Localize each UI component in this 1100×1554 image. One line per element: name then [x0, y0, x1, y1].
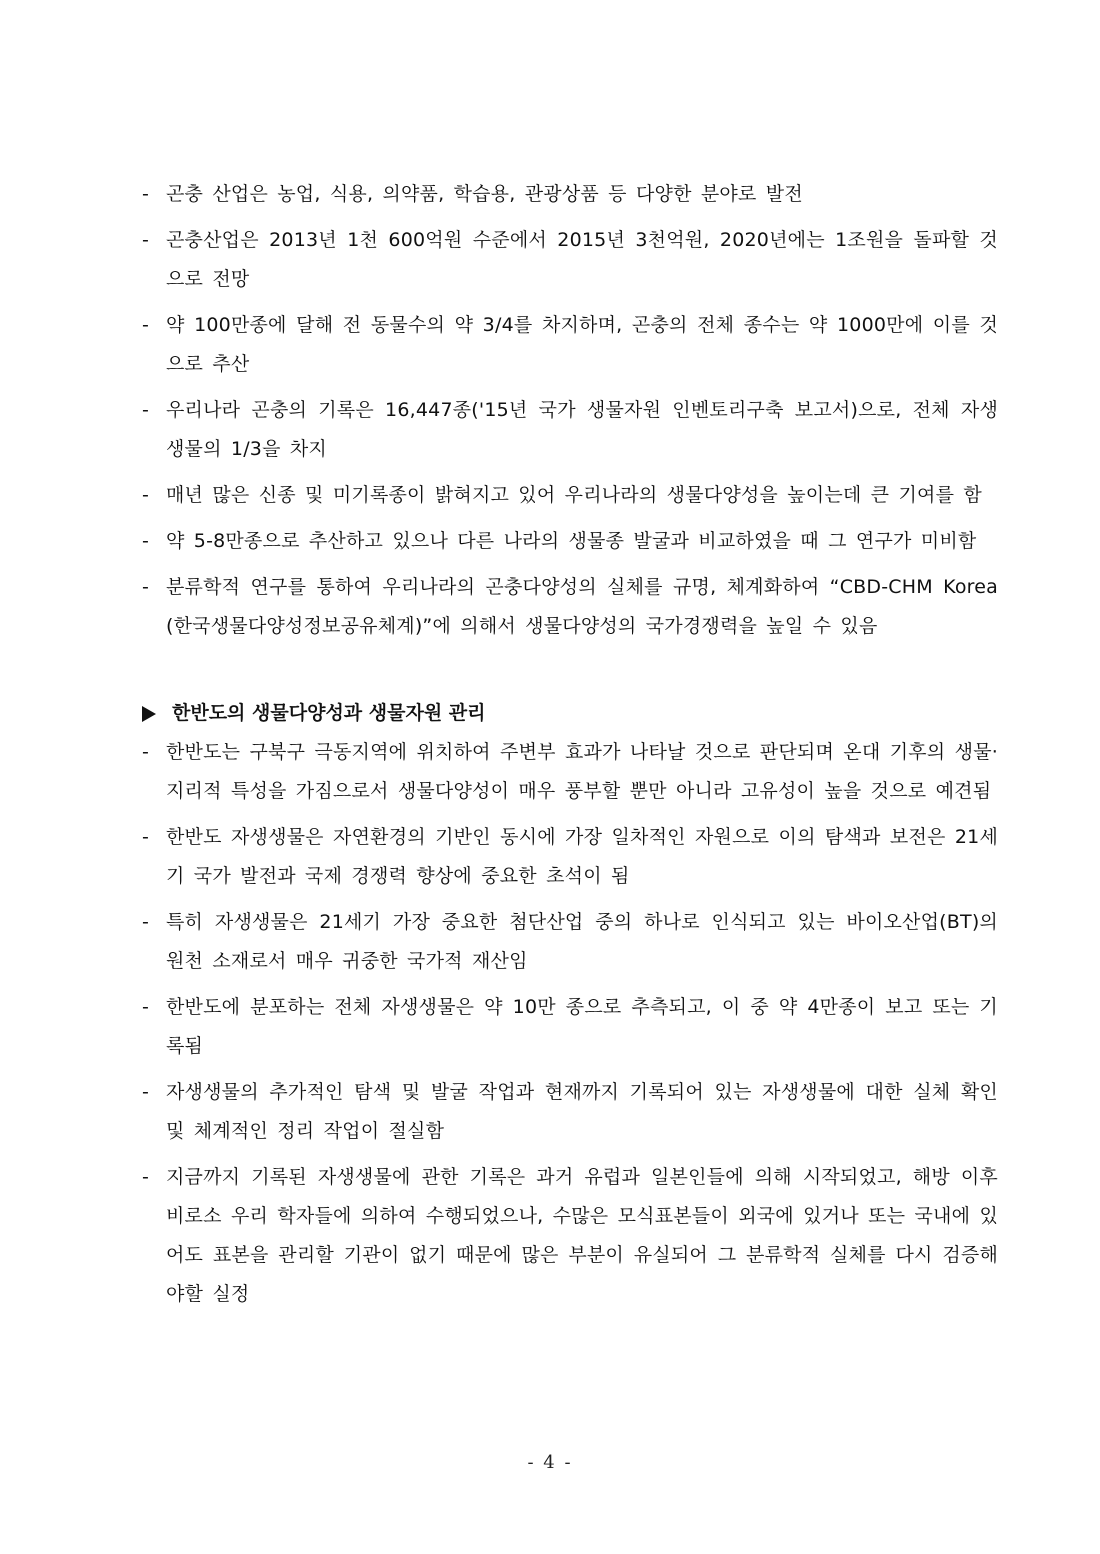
list-item: - 자생생물의 추가적인 탐색 및 발굴 작업과 현재까지 기록되어 있는 자생생물에 대한 실체 확인 및 체계적인 정리 작업이 절실함 [140, 1073, 998, 1151]
list-item: - 곤충산업은 2013년 1천 600억원 수준에서 2015년 3천억원, 2020년에는 1조원을 돌파할 것으로 전망 [140, 221, 998, 299]
list-item: - 매년 많은 신종 및 미기록종이 밝혀지고 있어 우리나라의 생물다양성을 높이는데 큰 기여를 함 [140, 476, 998, 515]
insect-industry-bullet-list [140, 175, 998, 646]
list-item: - 우리나라 곤충의 기록은 16,447종('15년 국가 생물자원 인벤토리구축 보고서)으로, 전체 자생생물의 1/3을 차지 [140, 391, 998, 469]
section-heading [140, 694, 998, 733]
list-item: - 분류학적 연구를 통하여 우리나라의 곤충다양성의 실체를 규명, 체계화하여 “CBD-CHM Korea (한국생물다양성정보공유체계)”에 의해서 생물다양성의 국가경쟁력을 높일 수 있음 [140, 568, 998, 646]
triangle-bullet-icon [142, 706, 156, 722]
section-heading-text: 한반도의 생물다양성과 생물자원 관리 [172, 702, 486, 724]
list-item: - 특히 자생생물은 21세기 가장 중요한 첨단산업 중의 하나로 인식되고 있는 바이오산업(BT)의 원천 소재로서 매우 귀중한 국가적 재산임 [140, 903, 998, 981]
list-item: - 지금까지 기록된 자생생물에 관한 기록은 과거 유럽과 일본인들에 의해 시작되었고, 해방 이후 비로소 우리 학자들에 의하여 수행되었으나, 수많은 모식표본들이 외국에 있거나 또는 국내에 있어도 표본을 관리할 기관이 없기 때문에 많은 부분이 유실되어 그 분류학적 실체를 다시 검증해야할 실정 [140, 1158, 998, 1314]
list-item: - 약 100만종에 달해 전 동물수의 약 3/4를 차지하며, 곤충의 전체 종수는 약 1000만에 이를 것으로 추산 [140, 306, 998, 384]
list-item: - 곤충 산업은 농업, 식용, 의약품, 학습용, 관광상품 등 다양한 분야로 발전 [140, 175, 998, 214]
biodiversity-bullet-list [140, 733, 998, 1314]
page-content [140, 175, 998, 1321]
list-item: - 한반도에 분포하는 전체 자생생물은 약 10만 종으로 추측되고, 이 중 약 4만종이 보고 또는 기록됨 [140, 988, 998, 1066]
list-item: - 한반도 자생생물은 자연환경의 기반인 동시에 가장 일차적인 자원으로 이의 탐색과 보전은 21세기 국가 발전과 국제 경쟁력 향상에 중요한 초석이 됨 [140, 818, 998, 896]
list-item: - 약 5-8만종으로 추산하고 있으나 다른 나라의 생물종 발굴과 비교하였을 때 그 연구가 미비함 [140, 522, 998, 561]
page-number: - 4 - [527, 1452, 573, 1473]
list-item: - 한반도는 구북구 극동지역에 위치하여 주변부 효과가 나타날 것으로 판단되며 온대 기후의 생물·지리적 특성을 가짐으로서 생물다양성이 매우 풍부할 뿐만 아니라 고유성이 높을 것으로 예견됨 [140, 733, 998, 811]
